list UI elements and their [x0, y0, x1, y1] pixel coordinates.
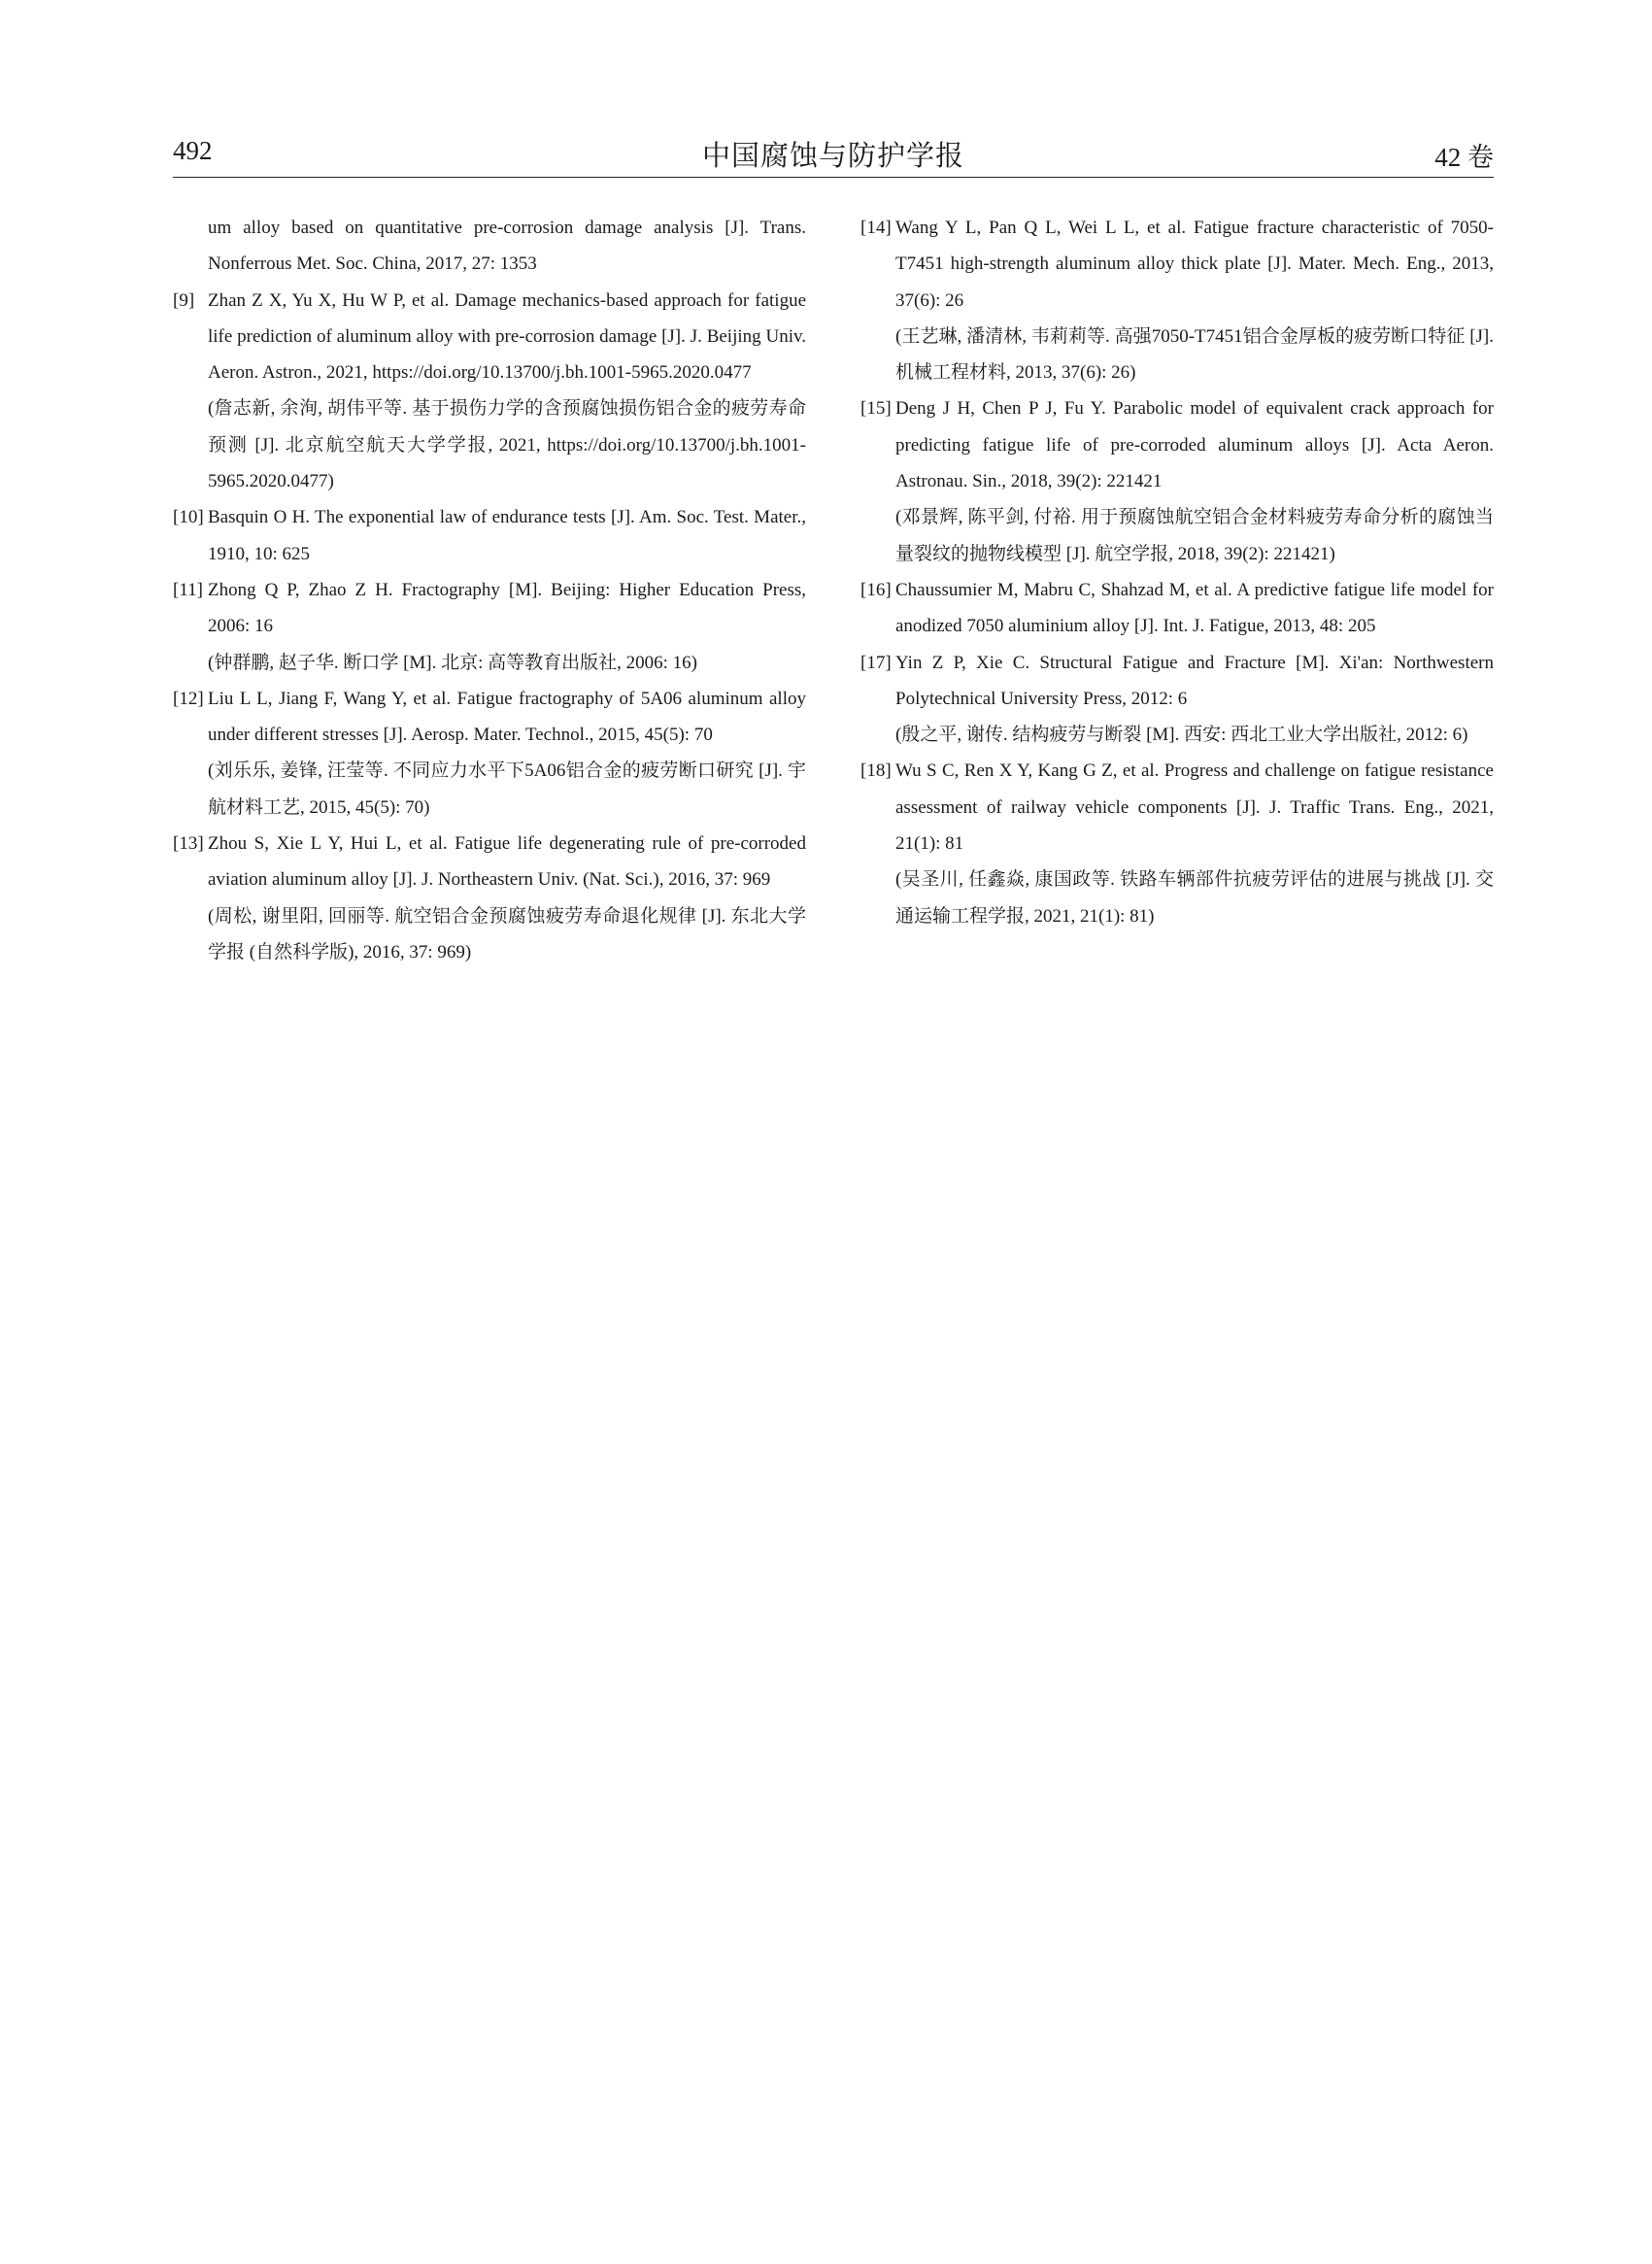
- reference-entry: [860, 572, 1494, 645]
- reference-text-en: Liu L L, Jiang F, Wang Y, et al. Fatigue fractography of 5A06 aluminum alloy under different stresses [J]. Aerosp. Mater. Technol., 2015, 45(5): 70: [208, 688, 806, 746]
- reference-text-en: Zhou S, Xie L Y, Hui L, et al. Fatigue life degenerating rule of pre-corroded aviation aluminum alloy [J]. J. Northeastern Univ. (Nat. Sci.), 2016, 37: 969: [208, 833, 806, 891]
- reference-entry: [173, 283, 806, 500]
- reference-entry: [173, 826, 806, 970]
- journal-title: 中国腐蚀与防护学报: [701, 141, 964, 172]
- reference-number: [11]: [173, 579, 203, 600]
- reference-text-en: Wang Y L, Pan Q L, Wei L L, et al. Fatigue fracture characteristic of 7050-T7451 high-strength aluminum alloy thick plate [J]. Mater. Mech. Eng., 2013, 37(6): 26: [895, 218, 1494, 311]
- reference-entry: [860, 390, 1494, 571]
- reference-number: [12]: [173, 688, 204, 709]
- reference-entry: [860, 210, 1494, 390]
- reference-text-en: Zhan Z X, Yu X, Hu W P, et al. Damage mechanics-based approach for fatigue life prediction of aluminum alloy with pre-corrosion damage [J]. J. Beijing Univ. Aeron. Astron., 2021, https://doi.org/10.13700/j.bh.1001-5965.2020.0477: [208, 289, 806, 384]
- reference-text-zh: (邓景辉, 陈平剑, 付裕. 用于预腐蚀航空铝合金材料疲劳寿命分析的腐蚀当量裂纹的抛物线模型 [J]. 航空学报, 2018, 39(2): 221421): [895, 507, 1494, 564]
- reference-text-zh: (詹志新, 余洵, 胡伟平等. 基于损伤力学的含预腐蚀损伤铝合金的疲劳寿命预测 [J]. 北京航空航天大学学报, 2021, https://doi.org/10.13700/j.bh.1001-5965.2020.0477): [208, 398, 806, 492]
- reference-text-zh: (殷之平, 谢传. 结构疲劳与断裂 [M]. 西安: 西北工业大学出版社, 2012: 6): [895, 725, 1468, 746]
- reference-text-en: Deng J H, Chen P J, Fu Y. Parabolic model of equivalent crack approach for predicting fatigue life of pre-corroded aluminum alloys [J]. Acta Aeron. Astronau. Sin., 2018, 39(2): 221421: [895, 398, 1494, 492]
- reference-text-zh: (王艺琳, 潘清林, 韦莉莉等. 高强7050-T7451铝合金厚板的疲劳断口特征 [J]. 机械工程材料, 2013, 37(6): 26): [895, 325, 1494, 384]
- reference-number: [13]: [173, 833, 204, 855]
- reference-entry: [173, 572, 806, 681]
- reference-number: [14]: [860, 218, 892, 238]
- reference-text-en: Chaussumier M, Mabru C, Shahzad M, et al. A predictive fatigue life model for anodized 7050 aluminium alloy [J]. Int. J. Fatigue, 2013, 48: 205: [895, 579, 1494, 637]
- reference-entry: [860, 645, 1494, 754]
- reference-entry: [860, 753, 1494, 933]
- reference-text-en: Wu S C, Ren X Y, Kang G Z, et al. Progress and challenge on fatigue resistance assessment of railway vehicle components [J]. J. Traffic Trans. Eng., 2021, 21(1): 81: [895, 760, 1494, 855]
- reference-text-zh: (吴圣川, 任鑫焱, 康国政等. 铁路车辆部件抗疲劳评估的进展与挑战 [J]. 交通运输工程学报, 2021, 21(1): 81): [895, 869, 1494, 927]
- page-number: 492: [173, 136, 213, 165]
- reference-entry: [173, 499, 806, 572]
- reference-number: [16]: [860, 579, 892, 600]
- reference-number: [17]: [860, 652, 892, 673]
- reference-entry: [173, 210, 806, 283]
- volume-label: 42 卷: [1434, 143, 1494, 172]
- reference-text-en: Zhong Q P, Zhao Z H. Fractography [M]. Beijing: Higher Education Press, 2006: 16: [208, 579, 806, 637]
- references-left-column: [173, 210, 806, 970]
- reference-text-en: um alloy based on quantitative pre-corrosion damage analysis [J]. Trans. Nonferrous Met. Soc. China, 2017, 27: 1353: [208, 218, 806, 275]
- reference-text-zh: (钟群鹏, 赵子华. 断口学 [M]. 北京: 高等教育出版社, 2006: 16): [208, 652, 698, 673]
- reference-number: [15]: [860, 398, 892, 420]
- reference-number: [9]: [173, 289, 195, 311]
- reference-number: [10]: [173, 507, 204, 528]
- references-right-column: [860, 210, 1494, 934]
- reference-text-en: Yin Z P, Xie C. Structural Fatigue and Fracture [M]. Xi'an: Northwestern Polytechnical University Press, 2012: 6: [895, 652, 1494, 709]
- reference-number: [18]: [860, 760, 892, 782]
- reference-text-en: Basquin O H. The exponential law of endurance tests [J]. Am. Soc. Test. Mater., 1910, 10: 625: [208, 507, 806, 564]
- reference-text-zh: (刘乐乐, 姜锋, 汪莹等. 不同应力水平下5A06铝合金的疲劳断口研究 [J]. 宇航材料工艺, 2015, 45(5): 70): [208, 760, 806, 818]
- reference-text-zh: (周松, 谢里阳, 回丽等. 航空铝合金预腐蚀疲劳寿命退化规律 [J]. 东北大学学报 (自然科学版), 2016, 37: 969): [208, 905, 806, 963]
- reference-entry: [173, 681, 806, 826]
- page-header: [173, 132, 1494, 178]
